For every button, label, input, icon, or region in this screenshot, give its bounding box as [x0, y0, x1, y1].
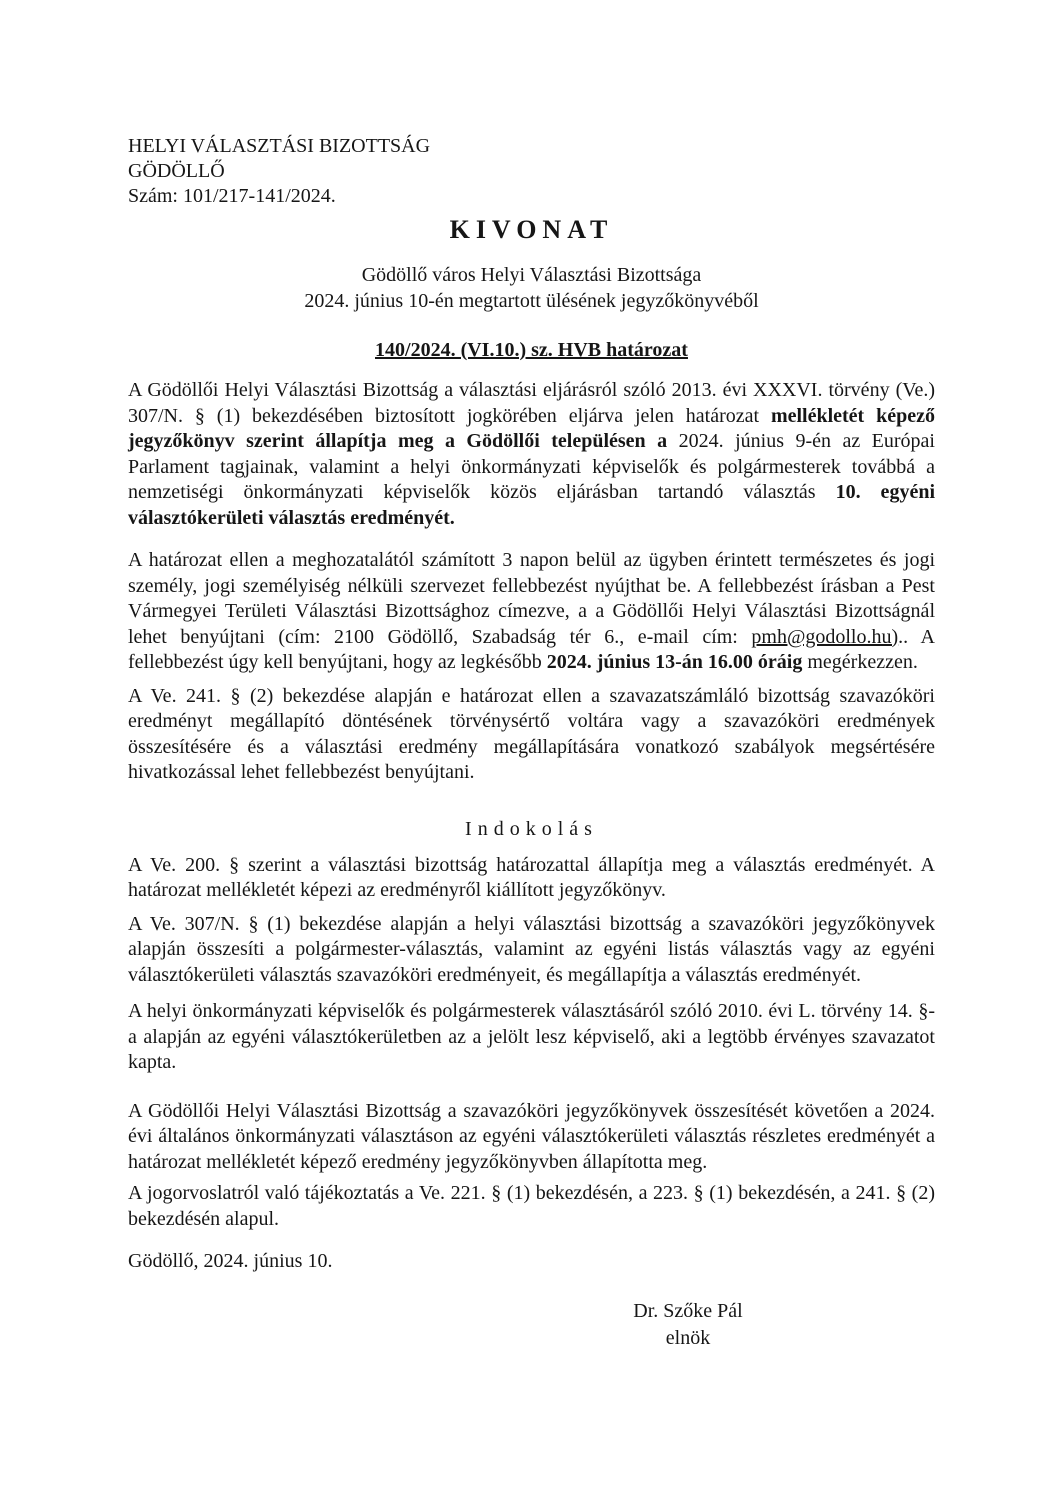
signatory-name: Dr. Szőke Pál — [633, 1299, 743, 1322]
text-segment: 2024. június 9-én az Európai Parlament tagjainak, valamint a helyi önkormányzati képviselők és polgármesterek továbbá a nemzetiségi önkormányzati képviselők közös eljárásban tartandó választás — [128, 430, 935, 503]
text-segment: A Gödöllői Helyi Választási Bizottság a választási eljárásról szóló 2013. évi XXXVI. törvény (Ve.) 307/N. § (1) bekezdésében biztosított jogkörében eljárva jelen határozat — [128, 379, 935, 427]
reasoning-heading: Indokolás — [465, 817, 598, 840]
subtitle-line-2: 2024. június 10-én megtartott ülésének jegyzőkönyvéből — [304, 289, 759, 312]
text-segment: 2024. június 13-án 16.00 óráig — [546, 651, 803, 673]
paragraph-appeal-info — [128, 548, 935, 676]
text-segment: A Ve. 200. § szerint a választási bizottság határozattal állapítja meg a választás eredményét. A határozat mellékletét képezi az eredményről kiállított jegyzőkönyv. — [128, 853, 935, 901]
letterhead — [128, 134, 935, 209]
paragraph-reasoning-2 — [128, 912, 935, 989]
letterhead-organization: HELYI VÁLASZTÁSI BIZOTTSÁG — [128, 135, 431, 157]
signatory-title: elnök — [665, 1326, 711, 1349]
paragraph-reasoning-1 — [128, 853, 935, 904]
email-link: pmh@godollo.hu) — [751, 625, 899, 648]
document-subtitle — [128, 263, 935, 314]
reasoning-section — [128, 853, 935, 1233]
letterhead-city: GÖDÖLLŐ — [128, 160, 225, 182]
paragraph-reasoning-3 — [128, 999, 935, 1076]
text-segment: mellékletét képező jegyzőkönyv szerint állapítja meg a Gödöllői településen a — [128, 404, 935, 452]
text-segment: 10. egyéni választókerületi választás eredményét. — [128, 481, 935, 529]
document-title: KIVONAT — [449, 215, 614, 244]
decision-body-section — [128, 378, 935, 786]
text-segment: A Gödöllői Helyi Választási Bizottság a szavazóköri jegyzőkönyvek összesítését követően a 2024. évi általános önkormányzati választáson az egyéni választókerületi választás részletes eredményét a határozat mellékletét képező eredmény jegyzőkönyvben állapította meg. — [128, 1099, 935, 1173]
decision-heading: 140/2024. (VI.10.) sz. HVB határozat — [375, 339, 688, 361]
text-segment: A Ve. 307/N. § (1) bekezdése alapján a helyi választási bizottság a szavazóköri jegyzőkönyvek alapján összesíti a polgármester-választás, valamint az egyéni listás választás vagy az egyéni választókerületi választás szavazóköri eredményeit, és megállapítja a választás eredményét. — [128, 912, 935, 986]
text-segment: A jogorvoslatról való tájékoztatás a Ve. 221. § (1) bekezdésén, a 223. § (1) bekezdésén, a 241. § (2) bekezdésén alapul. — [128, 1182, 935, 1230]
paragraph-appeal-grounds — [128, 684, 935, 786]
text-segment: .. A fellebbezést úgy kell benyújtani, hogy az legkésőbb — [128, 625, 935, 673]
dateline: Gödöllő, 2024. június 10. — [128, 1250, 333, 1272]
text-segment: A helyi önkormányzati képviselők és polgármesterek választásáról szóló 2010. évi L. törvény 14. §-a alapján az egyéni választókerületben az a jelölt lesz képviselő, aki a legtöbb érvényes szavazatot kapta. — [128, 1000, 935, 1073]
letterhead-number: Szám: 101/217-141/2024. — [128, 185, 336, 207]
signature-block — [568, 1298, 808, 1352]
paragraph-reasoning-4 — [128, 1099, 935, 1176]
paragraph-decision — [128, 378, 935, 531]
subtitle-line-1: Gödöllő város Helyi Választási Bizottsága — [361, 264, 702, 286]
text-segment: A Ve. 241. § (2) bekezdése alapján e határozat ellen a szavazatszámláló bizottság szavazóköri eredményt megállapító döntésének törvénysértő voltára vagy a szavazóköri eredmények összesítésére és a választási eredmény megállapítására vonatkozó szabályok megsértésére hivatkozással lehet fellebbezést benyújtani. — [128, 684, 935, 783]
text-segment: megérkezzen. — [802, 651, 918, 673]
paragraph-reasoning-5 — [128, 1181, 935, 1232]
text-segment: A határozat ellen a meghozatalától számított 3 napon belül az ügyben érintett természetes és jogi személy, jogi személyiség nélküli szervezet fellebbezést nyújthat be. A fellebbezést írásban a Pest Vármegyei Területi Választási Bizottsághoz címezve, a a Gödöllői Helyi Választási Bizottságnál lehet benyújtani (cím: 2100 Gödöllő, Szabadság tér 6., e-mail cím: — [128, 549, 935, 648]
